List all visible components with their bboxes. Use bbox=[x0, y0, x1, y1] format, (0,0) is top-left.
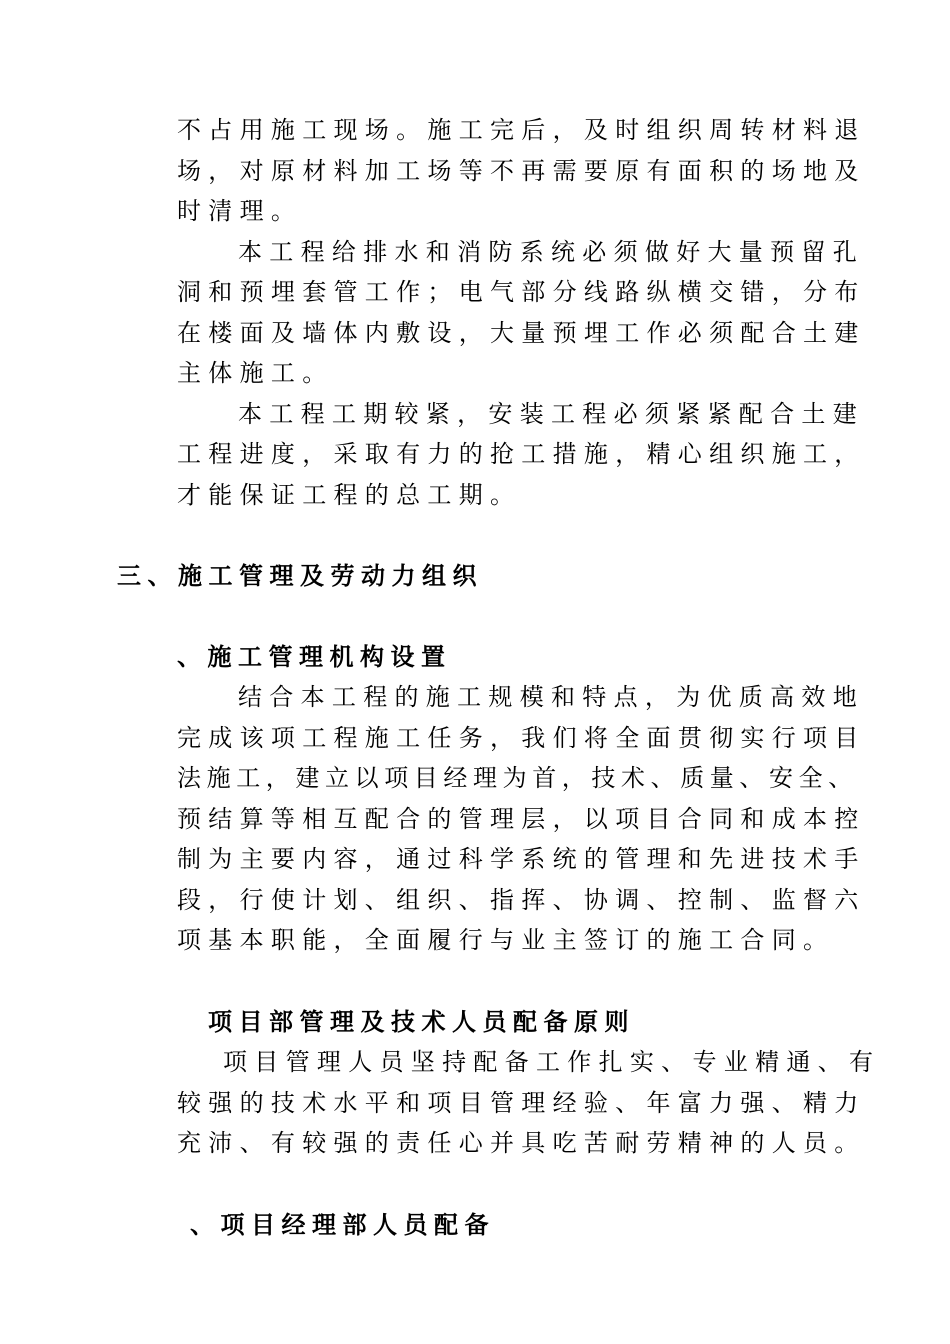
paragraph-line: 本工程工期较紧，安装工程必须紧紧配合土建 bbox=[238, 400, 864, 428]
paragraph-line: 项目管理人员坚持配备工作扎实、专业精通、有 bbox=[223, 1048, 881, 1076]
paragraph-line: 完成该项工程施工任务，我们将全面贯彻实行项目 bbox=[177, 724, 866, 752]
subsection-heading: 、项目经理部人员配备 bbox=[190, 1210, 495, 1239]
paragraph-line: 制为主要内容，通过科学系统的管理和先进技术手 bbox=[177, 845, 866, 873]
section-heading: 三、施工管理及劳动力组织 bbox=[117, 561, 483, 590]
subsection-heading: 、施工管理机构设置 bbox=[177, 642, 452, 671]
paragraph-line: 时清理。 bbox=[177, 197, 303, 225]
paragraph-line: 才能保证工程的总工期。 bbox=[177, 481, 522, 509]
paragraph-line: 洞和预埋套管工作；电气部分线路纵横交错，分布 bbox=[177, 278, 866, 306]
paragraph-line: 不占用施工现场。施工完后，及时组织周转材料退 bbox=[177, 116, 866, 144]
paragraph-line: 在楼面及墙体内敷设，大量预埋工作必须配合土建 bbox=[177, 319, 866, 347]
paragraph-line: 主体施工。 bbox=[177, 359, 334, 387]
paragraph-line: 本工程给排水和消防系统必须做好大量预留孔 bbox=[238, 238, 864, 266]
paragraph-line: 较强的技术水平和项目管理经验、年富力强、精力 bbox=[177, 1089, 866, 1117]
paragraph-line: 充沛、有较强的责任心并具吃苦耐劳精神的人员。 bbox=[177, 1129, 866, 1157]
paragraph-line: 结合本工程的施工规模和特点，为优质高效地 bbox=[238, 683, 864, 711]
paragraph-line: 工程进度，采取有力的抢工措施，精心组织施工， bbox=[177, 440, 866, 468]
paragraph-line: 预结算等相互配合的管理层，以项目合同和成本控 bbox=[177, 805, 866, 833]
paragraph-line: 法施工，建立以项目经理为首，技术、质量、安全、 bbox=[177, 764, 858, 792]
subsection-heading: 项目部管理及技术人员配备原则 bbox=[208, 1007, 635, 1036]
paragraph-line: 场，对原材料加工场等不再需要原有面积的场地及 bbox=[177, 157, 866, 185]
paragraph-line: 项基本职能，全面履行与业主签订的施工合同。 bbox=[177, 926, 835, 954]
paragraph-line: 段，行使计划、组织、指挥、协调、控制、监督六 bbox=[177, 886, 866, 914]
